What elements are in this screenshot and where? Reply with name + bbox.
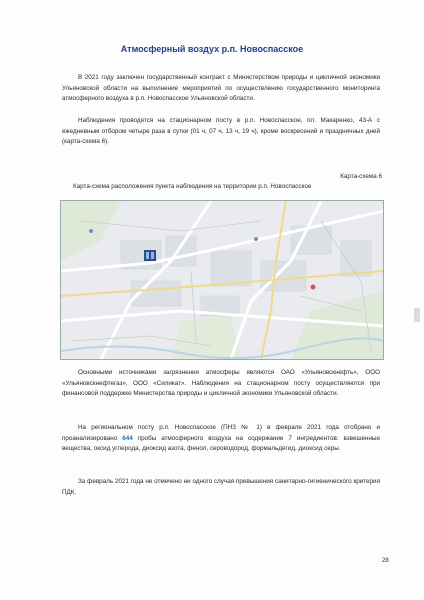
- page-number: 28: [382, 558, 389, 564]
- paragraph-samples: [62, 423, 380, 455]
- paragraph-conclusion-text: За февраль 2021 года не отмечено ни одного случая превышения санитарно-гигиенического критерия ПДК.: [62, 478, 380, 496]
- paragraph-samples-text-start: На региональном посту р.п. Новоспасское (ПНЗ № 1) в феврале 2021 года отобрано и проанализировано: [62, 424, 380, 442]
- paragraph-sources: [62, 368, 380, 400]
- paragraph-contract-text: В 2021 году заключен государственный контракт с Министерством природы и цикличной экономики Ульяновской области на выполнение мероприятий по осуществлению государственного мониторинга атмосферного воздуха в р.п. Новоспасское Ульяновской области.: [62, 74, 380, 103]
- scan-edge-mark: [414, 308, 420, 322]
- map-scheme: [60, 200, 384, 360]
- page-title: Атмосферный воздух р.п. Новоспасское: [120, 44, 304, 54]
- paragraph-contract: [62, 73, 380, 105]
- map-image: [61, 201, 383, 359]
- observation-post-marker: [144, 250, 156, 261]
- paragraph-observations: [62, 116, 380, 148]
- paragraph-conclusion: [62, 477, 380, 498]
- paragraph-observations-text: Наблюдения проводятся на стационарном посту в р.п. Новоспасское, пл. Макаренко, 43-А с ежедневным отбором четыре раза в сутки (01 ч, 07 ч, 13 ч, 19 ч), кроме воскресений и праздничных дней (карта-схема 6).: [62, 117, 380, 146]
- samples-count: 644: [122, 434, 133, 442]
- map-caption: Карта-схема расположения пункта наблюдения на территории р.п. Новоспасское: [73, 183, 312, 190]
- paragraph-sources-text: Основными источниками загрязнения атмосферы являются ОАО «Ульяновскнефть», ООО «Ульяновскнефтегаз», ООО «Силикат». Наблюдения на стационарном посту осуществляются при финансовой поддержке Министерства природы и цикличной экономики Ульяновской области.: [62, 369, 380, 398]
- paragraph-samples-text-end: пробы атмосферного воздуха на содержание 7 ингредиентов: взвешенные вещества, оксид углерода, диоксид азота, фенол, сероводород, формальдегид, диоксид серы.: [62, 434, 380, 453]
- map-reference: Карта-схема 6: [340, 173, 382, 180]
